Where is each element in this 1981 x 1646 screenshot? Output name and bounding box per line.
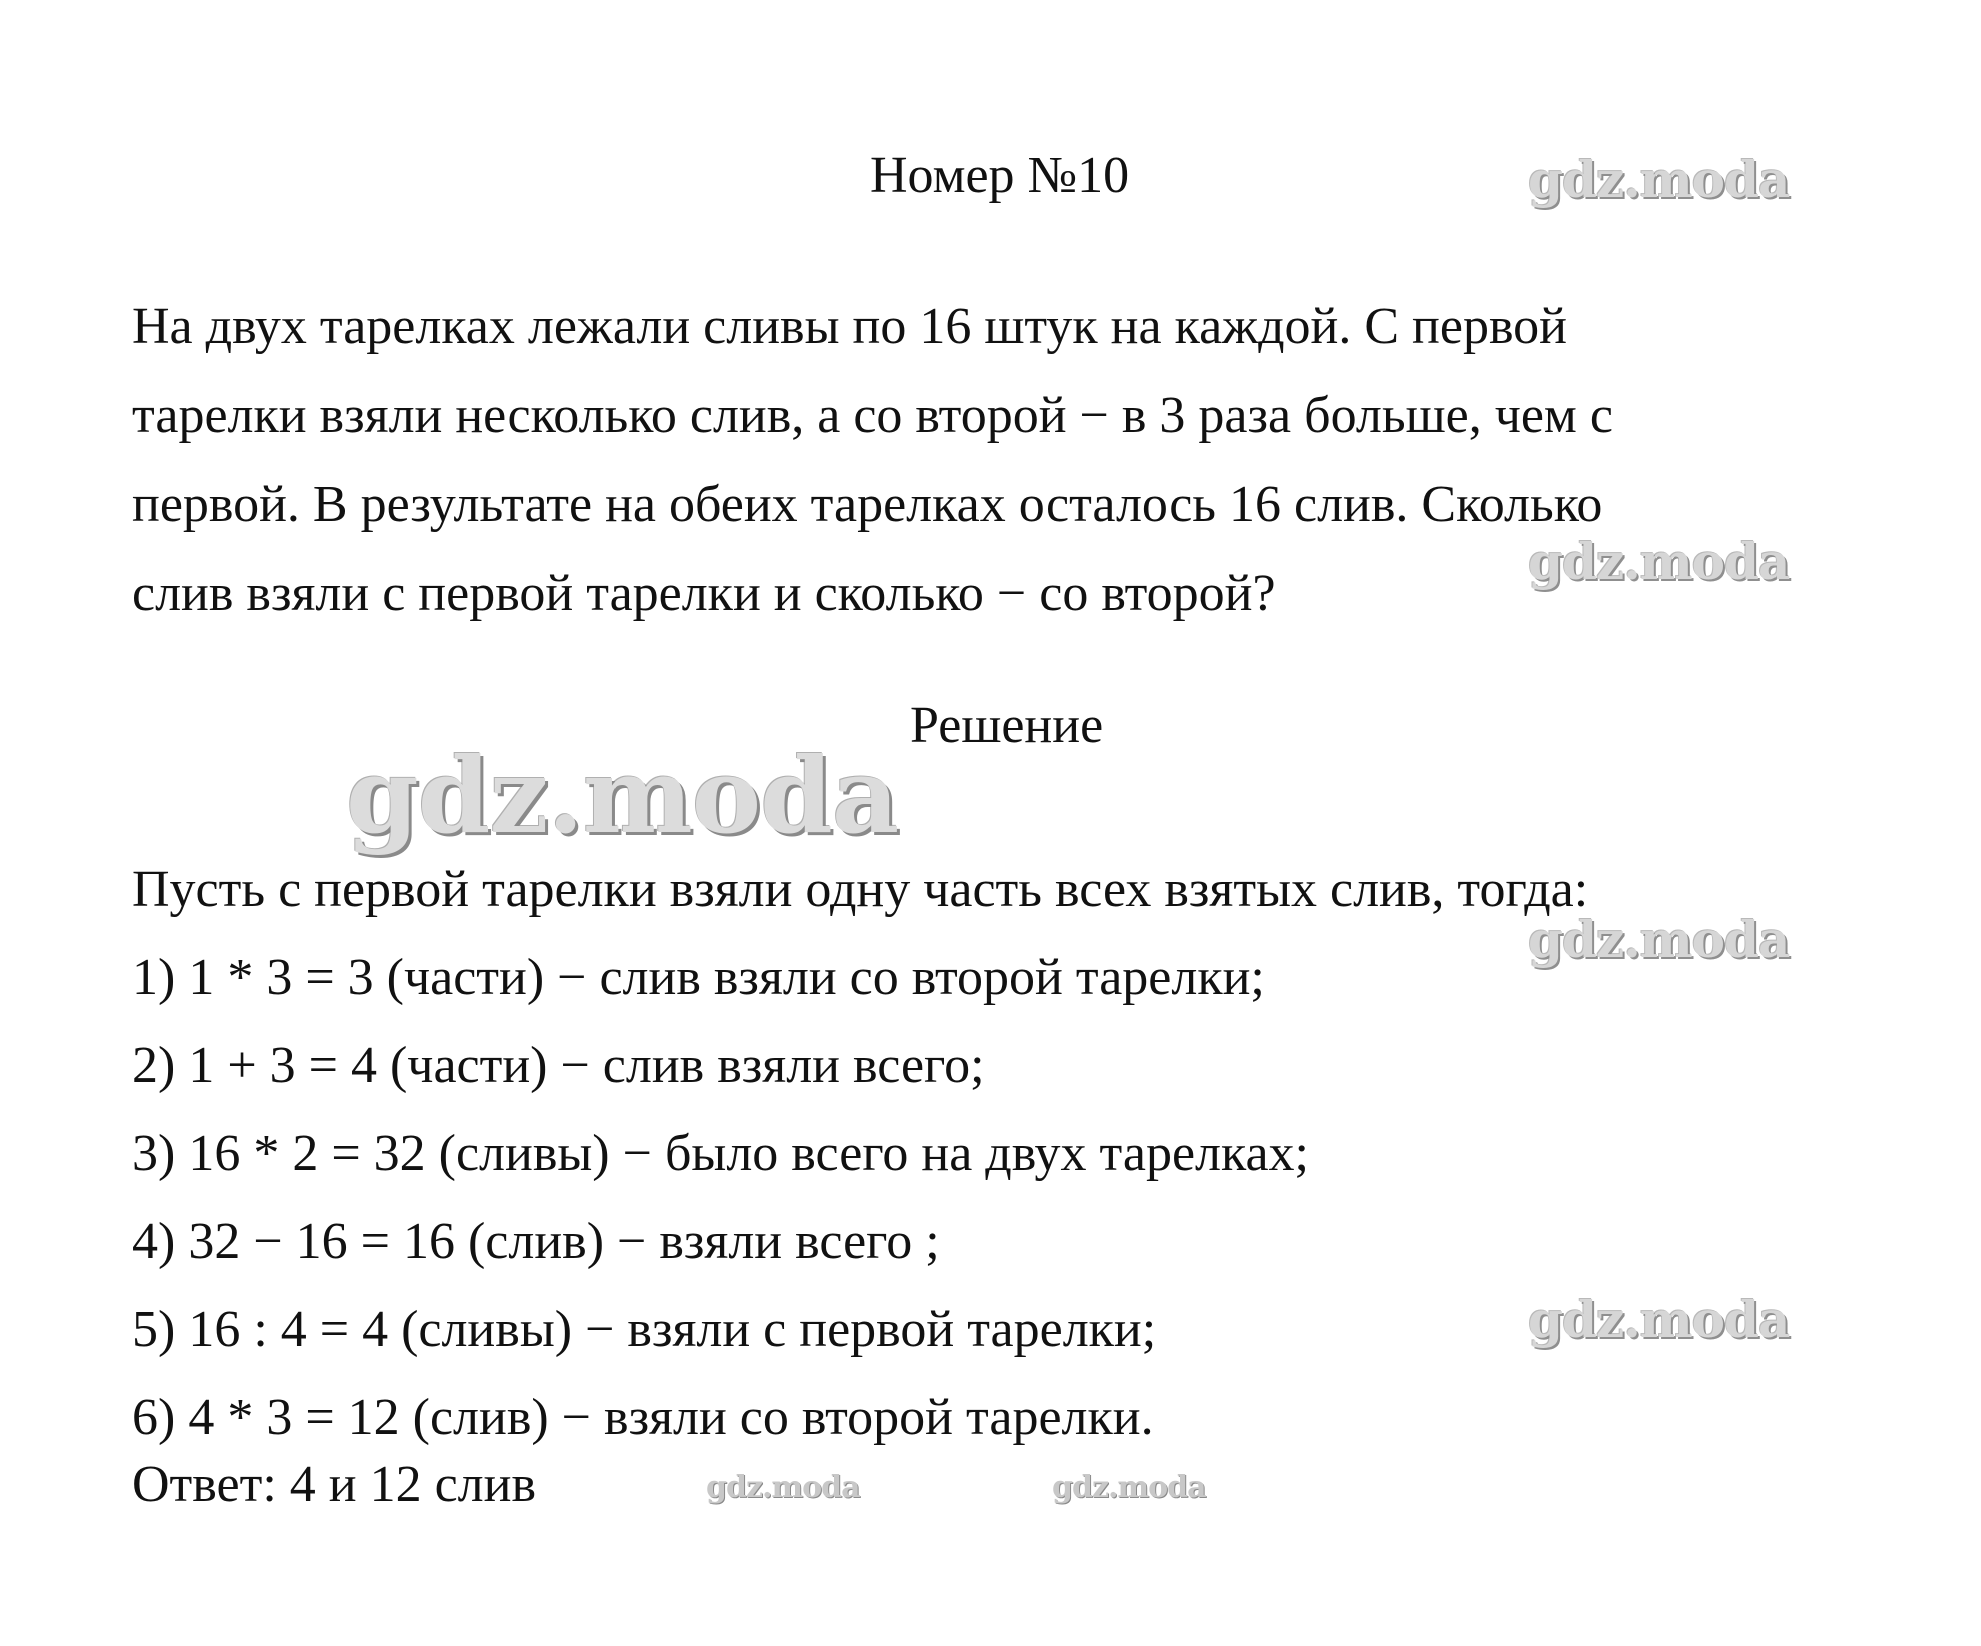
solution-intro: Пусть с первой тарелки взяли одну часть всех взятых слив, тогда: <box>132 861 1589 918</box>
solution-body <box>132 846 1588 1462</box>
watermark-logo: gdz.moda <box>706 1470 860 1505</box>
answer-text: Ответ: 4 и 12 слив <box>132 1456 537 1513</box>
problem-line: первой. В результате на обеих тарелках осталось 16 слив. Сколько <box>132 476 1603 533</box>
watermark-logo: gdz.moda <box>346 734 899 857</box>
solution-step: 4) 32 − 16 = 16 (слив) − взяли всего ; <box>132 1213 940 1270</box>
problem-line: слив взяли с первой тарелки и сколько − со второй? <box>132 565 1276 622</box>
solution-heading: Решение <box>910 697 1104 754</box>
problem-line: тарелки взяли несколько слив, а со второй − в 3 раза больше, чем с <box>132 387 1613 444</box>
solution-step: 3) 16 * 2 = 32 (сливы) − было всего на двух тарелках; <box>132 1125 1309 1182</box>
watermark-logo: gdz.moda <box>1052 1470 1206 1505</box>
watermark-logo: gdz.moda <box>1528 150 1790 209</box>
solution-step: 6) 4 * 3 = 12 (слив) − взяли со второй тарелки. <box>132 1389 1154 1446</box>
watermark-logo: gdz.moda <box>1528 1290 1790 1349</box>
solution-step: 2) 1 + 3 = 4 (части) − слив взяли всего; <box>132 1037 985 1094</box>
problem-line: На двух тарелках лежали сливы по 16 штук на каждой. С первой <box>132 298 1567 355</box>
watermark-logo: gdz.moda <box>1528 910 1790 969</box>
solution-step: 1) 1 * 3 = 3 (части) − слив взяли со второй тарелки; <box>132 949 1265 1006</box>
problem-text <box>132 282 1852 638</box>
watermark-logo: gdz.moda <box>1528 532 1790 591</box>
page-title: Номер №10 <box>870 147 1130 204</box>
solution-step: 5) 16 : 4 = 4 (сливы) − взяли с первой тарелки; <box>132 1301 1157 1358</box>
